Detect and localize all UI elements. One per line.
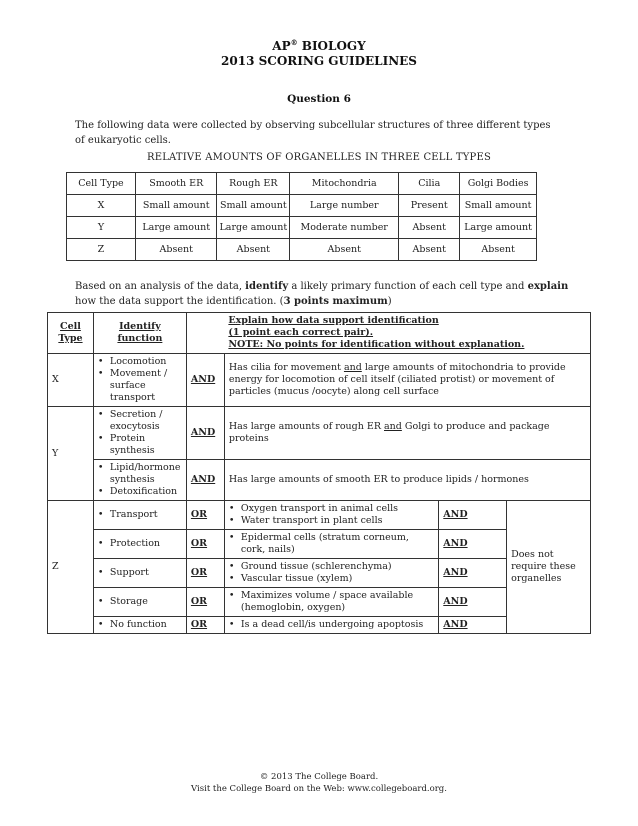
- copyright-footer: © 2013 The College Board.: [259, 772, 379, 782]
- table-header-cell: Cell Type: [67, 173, 136, 195]
- function-list: • Support: [93, 559, 186, 588]
- table-cell: Y: [67, 217, 136, 239]
- and-label: AND: [186, 460, 224, 501]
- explanation: Has large amounts of smooth ER to produce lipids / hormones: [224, 460, 590, 501]
- table-cell: Small amount: [217, 195, 290, 217]
- table-header-cell: Cilia: [399, 173, 460, 195]
- table-row: [67, 239, 537, 261]
- scoring-rubric-table: [47, 312, 591, 634]
- website-footer: Visit the College Board on the Web: www.collegeboard.org.: [191, 784, 447, 794]
- explanation: Has cilia for movement and large amounts of mitochondria to provide energy for locomotion of cell itself (ciliated protist) or movement of particles (mucus /oocyte) along cell surface: [224, 354, 590, 407]
- function-list: • No function: [93, 617, 186, 634]
- registered-mark: ®: [290, 38, 298, 47]
- cell-type-y: Y: [48, 407, 94, 501]
- question-heading: Question 6: [287, 93, 351, 105]
- and-label: AND: [439, 617, 507, 634]
- explanation: • Maximizes volume / space available (hemoglobin, oxygen): [224, 588, 438, 617]
- identify-function-header: Identify function: [93, 313, 186, 354]
- table-header-cell: Golgi Bodies: [460, 173, 537, 195]
- organelle-note: Does not require these organelles: [507, 501, 591, 634]
- table-cell: Absent: [399, 239, 460, 261]
- explanation: Has large amounts of rough ER and Golgi to produce and package proteins: [224, 407, 590, 460]
- page-subtitle: 2013 SCORING GUIDELINES: [221, 54, 417, 68]
- table-header-cell: Mitochondria: [290, 173, 399, 195]
- table-cell: Small amount: [460, 195, 537, 217]
- page-title: AP® BIOLOGY: [272, 38, 366, 53]
- table-row: [48, 354, 591, 407]
- table-cell: Large number: [290, 195, 399, 217]
- table-row: [48, 460, 591, 501]
- table-cell: Absent: [290, 239, 399, 261]
- cell-type-header: Cell Type: [48, 313, 94, 354]
- function-list: • Protection: [93, 530, 186, 559]
- or-label: OR: [186, 588, 224, 617]
- and-label: AND: [439, 501, 507, 530]
- explanation: • Epidermal cells (stratum corneum, cork, nails): [224, 530, 438, 559]
- explanation: • Ground tissue (schlerenchyma) • Vascular tissue (xylem): [224, 559, 438, 588]
- table-cell: Present: [399, 195, 460, 217]
- table-row: [48, 407, 591, 460]
- or-label: OR: [186, 559, 224, 588]
- table-header-cell: Rough ER: [217, 173, 290, 195]
- explanation: • Oxygen transport in animal cells • Water transport in plant cells: [224, 501, 438, 530]
- table-cell: Absent: [399, 217, 460, 239]
- table-cell: Large amount: [217, 217, 290, 239]
- table-cell: Large amount: [460, 217, 537, 239]
- table-cell: Large amount: [135, 217, 217, 239]
- table-row: [48, 501, 591, 530]
- rubric-header-row: [48, 313, 591, 354]
- and-label: AND: [439, 559, 507, 588]
- intro-paragraph: The following data were collected by observing subcellular structures of three different types of eukaryotic cells.: [75, 120, 551, 146]
- table-cell: Small amount: [135, 195, 217, 217]
- and-label: AND: [186, 354, 224, 407]
- table-header-cell: Smooth ER: [135, 173, 217, 195]
- or-label: OR: [186, 617, 224, 634]
- explanation: • Is a dead cell/is undergoing apoptosis: [224, 617, 438, 634]
- function-list: • Locomotion • Movement / surface transport: [93, 354, 186, 407]
- function-list: • Transport: [93, 501, 186, 530]
- and-label: AND: [439, 588, 507, 617]
- cell-type-x: X: [48, 354, 94, 407]
- table-row: [67, 195, 537, 217]
- table-cell: Absent: [460, 239, 537, 261]
- cell-type-z: Z: [48, 501, 94, 634]
- table-cell: Moderate number: [290, 217, 399, 239]
- table-cell: Absent: [217, 239, 290, 261]
- organelle-table: [66, 172, 537, 261]
- table-cell: X: [67, 195, 136, 217]
- analysis-prompt: Based on an analysis of the data, identify a likely primary function of each cell type and explain how the data support the identification. (3 points maximum): [75, 281, 569, 307]
- explain-header: Explain how data support identification (1 point each correct pair). NOTE: No points for identification without explanation.: [224, 313, 590, 354]
- function-list: • Storage: [93, 588, 186, 617]
- or-label: OR: [186, 530, 224, 559]
- function-list: • Lipid/hormone synthesis • Detoxification: [93, 460, 186, 501]
- and-label: AND: [186, 407, 224, 460]
- function-list: • Secretion / exocytosis • Protein synthesis: [93, 407, 186, 460]
- table-cell: Absent: [135, 239, 217, 261]
- table-caption: RELATIVE AMOUNTS OF ORGANELLES IN THREE CELL TYPES: [146, 152, 492, 163]
- table-header-row: [67, 173, 537, 195]
- and-label: AND: [439, 530, 507, 559]
- table-row: [67, 217, 537, 239]
- or-label: OR: [186, 501, 224, 530]
- table-cell: Z: [67, 239, 136, 261]
